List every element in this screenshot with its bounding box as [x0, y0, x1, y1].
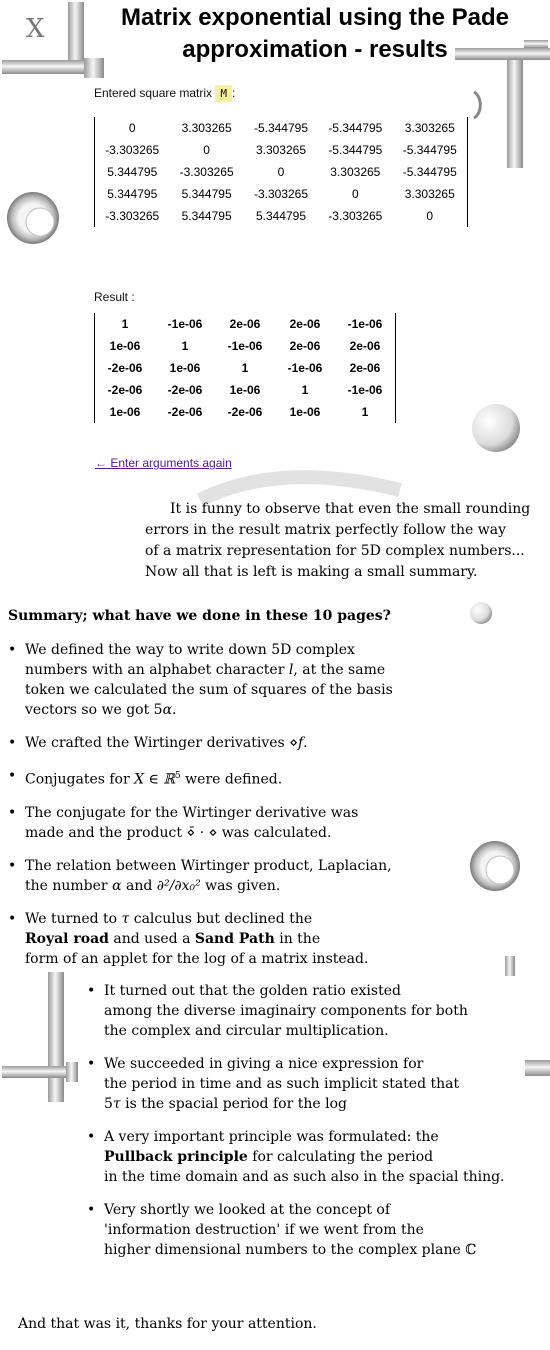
- observation-line-4: Now all that is left is making a small summary.: [145, 564, 478, 580]
- matrix-var-suffix: :: [232, 86, 236, 100]
- summary-subitem-2: • We succeeded in giving a nice expression for the period in time and as such implicit stated that 5τ is the spacial period for the log: [87, 1054, 542, 1114]
- result-matrix-cell: 2e-06: [289, 317, 321, 331]
- input-matrix-cell: -5.344795: [328, 121, 383, 135]
- input-matrix-cell: -3.303265: [253, 187, 308, 201]
- summary-sublist: [87, 981, 542, 1273]
- observation-paragraph: [145, 499, 545, 583]
- summary-item-6: • We turned to τ calculus but declined the Royal road and used a Sand Path in the form of an applet for the log of a matrix instead.: [8, 909, 528, 969]
- summary-item-2: • We crafted the Wirtinger derivatives ⋄f.: [8, 733, 528, 753]
- result-matrix-row: [95, 335, 396, 357]
- result-matrix-cell: 2e-06: [289, 339, 321, 353]
- result-matrix-cell: 2e-06: [349, 339, 381, 353]
- input-matrix-cell: -3.303265: [179, 165, 234, 179]
- result-matrix-cell: -2e-06: [107, 361, 143, 375]
- input-matrix-cell: -3.303265: [105, 143, 160, 157]
- result-matrix-cell: 1: [301, 383, 309, 397]
- input-matrix-cell: 5.344795: [107, 165, 158, 179]
- matrix-variable-badge: M: [215, 85, 232, 102]
- result-matrix-cell: 1: [181, 339, 189, 353]
- var-l: l: [288, 662, 294, 678]
- result-matrix-cell: -2e-06: [167, 383, 203, 397]
- arc-ornament-middle: [200, 477, 400, 500]
- result-matrix-cell: -1e-06: [227, 339, 263, 353]
- result-matrix-cell: 2e-06: [349, 361, 381, 375]
- result-matrix-row: [95, 401, 396, 423]
- input-matrix-row: [95, 205, 468, 227]
- small-sphere-ornament: [470, 602, 492, 624]
- result-matrix-cell: 1e-06: [109, 339, 141, 353]
- input-matrix-cell: 0: [128, 121, 136, 135]
- result-matrix-row: [95, 379, 396, 401]
- summary-subitem-4: • Very shortly we looked at the concept of 'information destruction' if we went from the higher dimensional numbers to the complex plane ℂ: [87, 1200, 542, 1260]
- result-matrix-cell: -2e-06: [167, 405, 203, 419]
- result-matrix-cell: 1e-06: [289, 405, 321, 419]
- result-matrix-cell: 1e-06: [169, 361, 201, 375]
- input-matrix-cell: 0: [203, 143, 210, 157]
- summary-subitem-3: • A very important principle was formulated: the Pullback principle for calculating the period in the time domain and as such also in the spacial thing.: [87, 1127, 542, 1187]
- sphere-ornament-right: [472, 404, 520, 452]
- arc-ornament-top: [474, 92, 480, 118]
- input-matrix-cell: -5.344795: [253, 121, 308, 135]
- title-line-2: approximation - results: [182, 36, 448, 63]
- input-matrix-cell: 0: [277, 165, 285, 179]
- title-line-1: Matrix exponential using the Pade: [120, 4, 510, 31]
- input-matrix-cell: 5.344795: [181, 187, 232, 201]
- input-matrix-cell: 3.303265: [330, 165, 381, 179]
- summary-heading: Summary; what have we done in these 10 pages?: [8, 608, 391, 624]
- result-matrix-cell: 1: [241, 361, 249, 375]
- input-matrix-cell: 3.303265: [404, 187, 455, 201]
- input-matrix-row: [95, 139, 468, 161]
- input-matrix-cell: 5.344795: [181, 209, 232, 223]
- result-matrix-cell: 1: [361, 405, 369, 419]
- summary-item-3: • Conjugates for X ∈ ℝ$^5$ were defined.: [8, 766, 528, 790]
- result-matrix-row: [95, 313, 396, 335]
- result-matrix-cell: 1e-06: [109, 405, 141, 419]
- observation-line-2: errors in the result matrix perfectly follow the way: [145, 522, 506, 538]
- input-matrix-cell: 0: [426, 209, 434, 223]
- input-matrix-cell: -5.344795: [328, 143, 383, 157]
- input-matrix-row: [95, 117, 468, 139]
- logo-x: X: [26, 14, 45, 44]
- entered-matrix-label: [94, 85, 235, 102]
- observation-line-1: It is funny to observe that even the small rounding: [170, 501, 531, 517]
- summary-item-4: • The conjugate for the Wirtinger derivative was made and the product ⋄̄ · ⋄ was calculated.: [8, 803, 528, 843]
- result-matrix-row: [95, 357, 396, 379]
- input-matrix-cell: 3.303265: [255, 143, 306, 157]
- observation-line-3: of a matrix representation for 5D complex numbers...: [145, 543, 525, 559]
- result-label: Result :: [94, 290, 135, 304]
- cross-ornament-top-left: [2, 2, 104, 78]
- input-matrix-cell: 3.303265: [404, 121, 455, 135]
- input-matrix-cell: -3.303265: [105, 209, 160, 223]
- result-matrix-cell: -1e-06: [347, 317, 383, 331]
- page-title: [95, 2, 535, 66]
- input-matrix-cell: 5.344795: [107, 187, 158, 201]
- input-matrix-cell: -5.344795: [402, 165, 457, 179]
- input-matrix-row: [95, 183, 468, 205]
- input-matrix-cell: 0: [351, 187, 359, 201]
- summary-list: [8, 640, 528, 982]
- input-matrix-table: [94, 117, 468, 227]
- summary-subitem-1: • It turned out that the golden ratio existed among the diverse imaginairy components for both the complex and circular multiplication.: [87, 981, 542, 1041]
- input-matrix-cell: 3.303265: [181, 121, 232, 135]
- result-matrix-cell: 2e-06: [229, 317, 261, 331]
- result-matrix-cell: -1e-06: [287, 361, 323, 375]
- input-matrix-cell: -5.344795: [402, 143, 457, 157]
- enter-arguments-again-link[interactable]: ← Enter arguments again: [95, 456, 232, 470]
- result-matrix-cell: -1e-06: [167, 317, 203, 331]
- result-matrix-cell: -1e-06: [347, 383, 383, 397]
- closing-text: And that was it, thanks for your attention.: [18, 1316, 317, 1332]
- ring-ornament-left: [7, 192, 59, 244]
- result-matrix-cell: 1: [121, 317, 129, 331]
- summary-item-1: • We defined the way to write down 5D complex numbers with an alphabet character l, at the same token we calculated the sum of squares of the basis vectors so we got 5α.: [8, 640, 528, 720]
- input-matrix-row: [95, 161, 468, 183]
- input-matrix-cell: 5.344795: [255, 209, 306, 223]
- result-matrix-cell: -2e-06: [227, 405, 263, 419]
- input-matrix-cell: -3.303265: [328, 209, 383, 223]
- entered-label-text: Entered square matrix: [94, 86, 213, 100]
- cross-ornament-bottom-left: [2, 972, 78, 1102]
- summary-item-5: • The relation between Wirtinger product, Laplacian, the number α and ∂²/∂x₀² was given.: [8, 856, 528, 896]
- result-matrix-cell: -2e-06: [107, 383, 143, 397]
- result-matrix-table: [94, 313, 396, 423]
- result-matrix-cell: 1e-06: [229, 383, 261, 397]
